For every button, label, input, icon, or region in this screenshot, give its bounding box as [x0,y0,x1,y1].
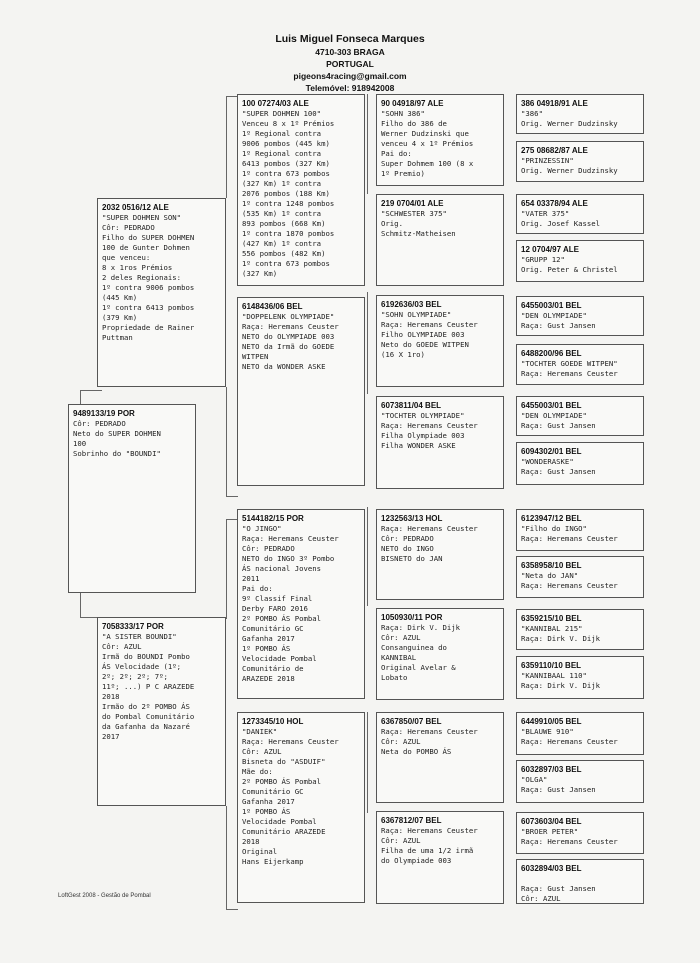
pigeon-card-gen4 [516,296,644,336]
ring-number: 100 07274/03 ALE [242,99,309,108]
pigeon-details: "BROER PETER" Raça: Heremans Ceuster [521,827,618,846]
pigeon-card-gen4 [516,94,644,134]
pigeon-card-gen4 [516,656,644,699]
pigeon-details: "386" Orig. Werner Dudzinsky [521,109,618,128]
pigeon-details: "OLGA" Raça: Gust Jansen [521,775,596,794]
ring-number: 6358958/10 BEL [521,561,582,570]
owner-name: Luis Miguel Fonseca Marques [275,33,425,45]
software-footer: LoftGest 2008 - Gestão de Pombal [58,893,151,899]
pigeon-card-gen4 [516,812,644,854]
owner-postal: 4710-303 BRAGA [315,47,385,57]
pigeon-card-gen3 [376,396,504,489]
owner-phone: Telemóvel: 918942008 [305,83,395,93]
ring-number: 6359110/10 BEL [521,661,582,670]
ring-number: 6094302/01 BEL [521,447,582,456]
connector-line [226,519,227,619]
ring-number: 12 0704/97 ALE [521,245,579,254]
pigeon-details: "BLAUWE 910" Raça: Heremans Ceuster [521,727,618,746]
ring-number: 1050930/11 POR [381,613,443,622]
owner-email: pigeons4racing@gmail.com [293,71,407,81]
connector-line [80,593,81,617]
connector-line [226,909,238,910]
ring-number: 6488200/96 BEL [521,349,582,358]
pigeon-card-gen4 [516,194,644,234]
pigeon-details: Raça: Heremans Ceuster Côr: PEDRADO NETO do INGO BISNETO do JAN [381,524,478,563]
pigeon-card-gen3 [376,712,504,803]
ring-number: 1273345/10 HOL [242,717,304,726]
pigeon-card-gen4 [516,859,644,904]
pigeon-card-gen3 [376,194,504,286]
ring-number: 6449910/05 BEL [521,717,582,726]
pigeon-card-gen2 [237,297,365,486]
connector-line [80,390,102,391]
pigeon-card-gen3 [376,94,504,186]
pigeon-details: "DEN OLYMPIADE" Raça: Gust Jansen [521,311,596,330]
ring-number: 1232563/13 HOL [381,514,443,523]
pigeon-details: "DOPPELENK OLYMPIADE" Raça: Heremans Ceuster NETO do OLYMPIADE 003 NETO da Irmã do GOEDE WITPEN NETO da WONDER ASKE [242,312,339,371]
pigeon-card-gen3 [376,295,504,387]
pigeon-details: "PRINZESSIN" Orig. Werner Dudzinsky [521,156,618,175]
owner-header [200,32,500,94]
connector-line [226,96,227,198]
pigeon-details: "GRUPP 12" Orig. Peter & Christel [521,255,618,274]
ring-number: 6032894/03 BEL [521,864,582,873]
pigeon-card-subject [68,404,196,593]
pigeon-details: "SOHN OLYMPIADE" Raça: Heremans Ceuster Filho OLYMPIADE 003 Neto do GOEDE WITPEN (16 X 1ro) [381,310,478,359]
pigeon-details: "Neta do JAN" Raça: Heremans Ceuster [521,571,618,590]
ring-number: 6455003/01 BEL [521,401,582,410]
connector-line [226,806,227,909]
connector-line [367,94,368,194]
pigeon-details: Raça: Gust Jansen Côr: AZUL [521,884,596,903]
pigeon-details: Raça: Dirk V. Dijk Côr: AZUL Consanguinea do KANNIBAL Original Avelar & Lobato [381,623,461,682]
ring-number: 219 0704/01 ALE [381,199,444,208]
pigeon-details: Raça: Heremans Ceuster Côr: AZUL Neta do POMBO ÁS [381,727,478,756]
pigeon-card-gen4 [516,396,644,436]
pigeon-details: Côr: PEDRADO Neto do SUPER DOHMEN 100 Sobrinho do "BOUNDI" [73,419,161,458]
pigeon-details: "DEN OLYMPIADE" Raça: Gust Jansen [521,411,596,430]
pigeon-details: "SUPER DOHMEN 100" Venceu 8 x 1º Prémios 1º Regional contra 9006 pombos (445 km) 1º Regional contra 6413 pombos (327 Km) 1º contra 673 pombos (327 Km) 1º contra 2076 pombos (188 Km) 1º contra 1248 pombos (535 Km) 1º contra 893 pombos (668 Km) 1º contra 1870 pombos (427 Km) 1º contra 556 pombos (482 Km) 1º contra 673 pombos (327 Km) [242,109,335,278]
pigeon-card-gen2 [237,712,365,903]
ring-number: 6367812/07 BEL [381,816,442,825]
connector-line [226,387,227,496]
ring-number: 275 08682/87 ALE [521,146,588,155]
ring-number: 6455003/01 BEL [521,301,582,310]
pigeon-card-gen3 [376,608,504,700]
pigeon-details: "SOHN 386" Filho do 386 de Werner Dudzinski que venceu 4 x 1º Prémios Pai do: Super Dohmem 100 (8 x 1º Premio) [381,109,474,178]
connector-line [367,712,368,813]
ring-number: 386 04918/91 ALE [521,99,588,108]
pigeon-details: "TOCHTER GOEDE WITPEN" Raça: Heremans Ceuster [521,359,618,378]
connector-line [226,496,238,497]
pigeon-details: "KANNIBAAL 110" Raça: Dirk V. Dijk [521,671,601,690]
connector-line [367,507,368,606]
ring-number: 6123947/12 BEL [521,514,582,523]
pigeon-details: "O JINGO" Raça: Heremans Ceuster Côr: PEDRADO NETO do INGO 3º Pombo ÁS nacional Jovens 2011 Pai do: 9º Classif Final Derby FARO 2016 2º POMBO ÁS Pombal Comunitário GC Gafanha 2017 1º POMBO ÁS Velocidade Pombal Comunitário de ARAZEDE 2018 [242,524,339,683]
pigeon-card-gen4 [516,509,644,551]
ring-number: 6359215/10 BEL [521,614,582,623]
ring-number: 6073603/04 BEL [521,817,582,826]
pigeon-card-gen3 [376,509,504,600]
pigeon-card-gen2 [237,94,365,286]
pigeon-details: "TOCHTER OLYMPIADE" Raça: Heremans Ceuster Filha Olympiade 003 Filha WONDER ASKE [381,411,478,450]
pigeon-details: "VATER 375" Orig. Josef Kassel [521,209,601,228]
pigeon-details: "KANNIBAL 215" Raça: Dirk V. Dijk [521,624,601,643]
connector-line [80,390,81,404]
pigeon-card-gen4 [516,442,644,485]
pigeon-card-gen4 [516,240,644,282]
pigeon-card-gen4 [516,712,644,755]
pigeon-details: "Filho do INGO" Raça: Heremans Ceuster [521,524,618,543]
pigeon-details: "SUPER DOHMEN SON" Côr: PEDRADO Filho do SUPER DOHMEN 100 de Gunter Dohmen que venceu: 8 x 1ros Prémios 2 deles Regionais: 1º contra 9006 pombos (445 Km) 1º contra 6413 pombos (379 Km) Propriedade de Rainer Puttman [102,213,195,342]
pigeon-details: "A SISTER BOUNDI" Côr: AZUL Irmã do BOUNDI Pombo ÁS Velocidade (1º; 2º; 2º; 2º; 7º; 11º; ...) P C ARAZEDE 2018 Irmão do 2º POMBO ÁS do Pombal Comunitário da Gafanha da Nazaré 2017 [102,632,195,741]
pigeon-card-gen4 [516,760,644,803]
pigeon-card-gen4 [516,556,644,598]
ring-number: 6192636/03 BEL [381,300,442,309]
ring-number: 90 04918/97 ALE [381,99,444,108]
ring-number: 7058333/17 POR [102,622,164,631]
pigeon-details: "WONDERASKE" Raça: Gust Jansen [521,457,596,476]
pigeon-card-gen3 [376,811,504,904]
ring-number: 654 03378/94 ALE [521,199,588,208]
ring-number: 6367850/07 BEL [381,717,442,726]
pigeon-card-gen4 [516,141,644,182]
pigeon-card-sire [97,198,226,387]
owner-country: PORTUGAL [326,59,374,69]
pigeon-details: Raça: Heremans Ceuster Côr: AZUL Filha de uma 1/2 irmã do Olympiade 003 [381,826,478,865]
connector-line [367,292,368,394]
ring-number: 2032 0516/12 ALE [102,203,169,212]
ring-number: 6073811/04 BEL [381,401,442,410]
pigeon-card-gen2 [237,509,365,699]
pigeon-details: "DANIEK" Raça: Heremans Ceuster Côr: AZUL Bisneta do "ASDUIF" Mãe do: 2º POMBO ÁS Pombal Comunitário GC Gafanha 2017 1º POMBO ÁS Velocidade Pombal Comunitário ARAZEDE 2018 Original Hans Eijerkamp [242,727,339,866]
ring-number: 6148436/06 BEL [242,302,303,311]
ring-number: 5144182/15 POR [242,514,304,523]
ring-number: 6032897/03 BEL [521,765,582,774]
pigeon-details: "SCHWESTER 375" Orig. Schmitz-Matheisen [381,209,456,238]
pigeon-card-dam [97,617,226,806]
ring-number: 9489133/19 POR [73,409,135,418]
pigeon-card-gen4 [516,609,644,650]
pigeon-card-gen4 [516,344,644,385]
